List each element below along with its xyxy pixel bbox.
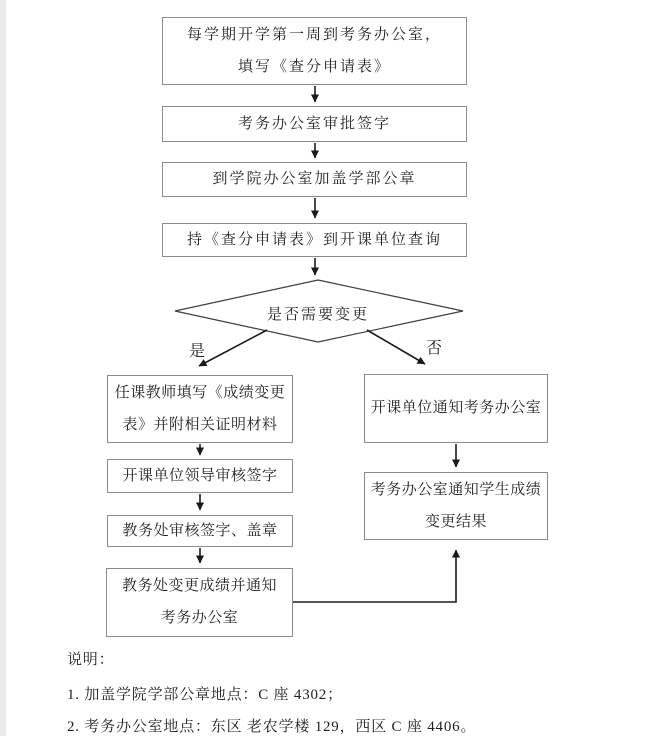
note-item-1: 1. 加盖学院学部公章地点：C 座 4302； (67, 687, 343, 703)
step-query-course-unit-box (162, 223, 467, 257)
step-office-approval-box (162, 106, 467, 142)
step-text-line: 持《查分申请表》到开课单位查询 (186, 231, 442, 248)
notes-title: 说明： (67, 652, 115, 668)
step-text-line: 任课教师填写《成绩变更 (114, 384, 286, 401)
step-text-line: 每学期开学第一周到考务办公室， (186, 26, 442, 43)
step-text-line: 填写《查分申请表》 (237, 58, 391, 75)
step-text-line: 教务处变更成绩并通知 (121, 578, 277, 594)
connector-yes4-no2 (293, 550, 456, 602)
arrow-decision-no (367, 330, 425, 364)
step-college-seal-box (162, 162, 467, 197)
step-text-line: 变更结果 (424, 513, 487, 530)
step-text-line: 考务办公室通知学生成绩 (370, 481, 542, 498)
step-text-line: 到学院办公室加盖学部公章 (212, 171, 417, 187)
step-text-line: 开课单位领导审核签字 (122, 467, 278, 484)
step-unit-leader-sign-box (107, 459, 293, 493)
step-academic-office-sign-seal-box (107, 515, 293, 547)
arrow-decision-yes (199, 330, 267, 366)
step-text-line: 表》并附相关证明材料 (122, 416, 278, 433)
step-academic-office-change-notify-box (106, 568, 293, 637)
branch-label-no: 否 (426, 340, 443, 357)
step-fill-application-box (162, 17, 467, 85)
step-office-notify-student-box (364, 472, 548, 540)
decision-label: 是否需要变更 (266, 307, 369, 323)
step-text-line: 考务办公室审批签字 (237, 115, 391, 132)
step-text-line: 教务处审核签字、盖章 (122, 522, 278, 539)
step-unit-notify-office-box (364, 374, 548, 443)
step-text-line: 考务办公室 (160, 610, 239, 626)
step-text-line: 开课单位通知考务办公室 (370, 400, 542, 416)
branch-label-yes: 是 (189, 343, 206, 360)
note-item-2: 2. 考务办公室地点：东区 老农学楼 129，西区 C 座 4406。 (67, 719, 477, 735)
step-teacher-fill-change-form-box (107, 375, 293, 443)
